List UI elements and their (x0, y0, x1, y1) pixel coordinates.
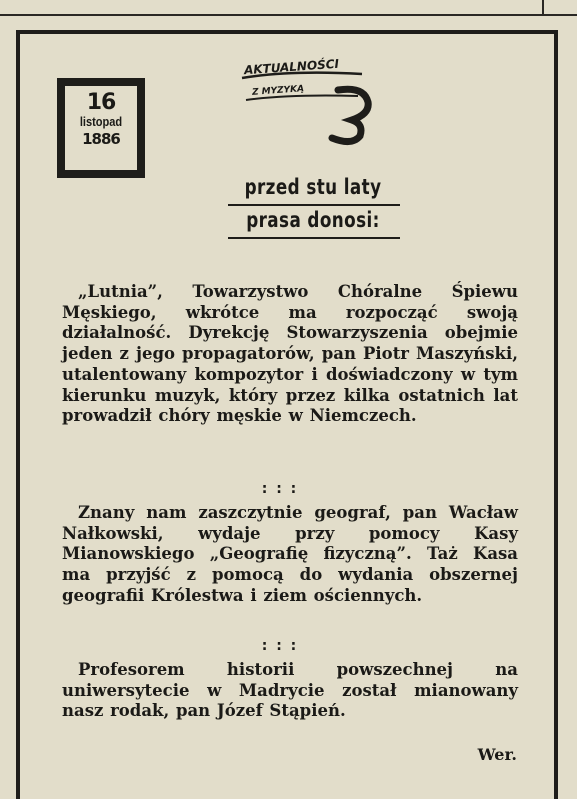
heading-line-2: prasa donosi: (246, 208, 380, 232)
section-divider: : : : (261, 638, 299, 654)
date-day: 16 (86, 90, 116, 115)
heading-line-1: przed stu laty (244, 175, 382, 199)
article-nalkowski (62, 503, 518, 607)
article-lutnia (62, 282, 518, 427)
date-month: listopad (79, 114, 123, 129)
section-divider: : : : (261, 481, 299, 497)
logo-text-top: AKTUALNOŚCI (243, 56, 340, 78)
article-text: Profesorem historii powszechnej na uniwersytecie w Madrycie został mianowany nasz rodak, pan Józef Stąpień. (62, 660, 518, 721)
logo-text-bottom: Z MYZYKĄ (251, 84, 305, 98)
heading-underline-1 (228, 204, 400, 206)
article-stapien (62, 660, 518, 722)
article-text: „Lutnia”, Towarzystwo Chóralne Śpiewu Męskiego, wkrótce ma rozpocząć swoją działalność. Dyrekcję Stowarzyszenia obejmie jeden z jego propagatorów, pan Piotr Maszyński, utalentowany kompozytor i doświadczony w tym kierunku muzyk, który przez kilka ostatnich lat prowadził chóry męskie w Niemczech. (62, 282, 518, 426)
column-logo (240, 56, 380, 146)
heading-underline-2 (228, 237, 400, 239)
article-text: Znany nam zaszczytnie geograf, pan Wacław Nałkowski, wydaje przy pomocy Kasy Mianowskiego „Geografię fizyczną”. Taż Kasa ma przyjść z pomocą do wydania obszernej geografii Królestwa i ziem ościennych. (62, 503, 518, 605)
column-tick (542, 0, 544, 14)
top-border-rule (0, 0, 577, 16)
date-year: 1886 (82, 130, 120, 148)
date-box (57, 78, 145, 178)
author-signature: Wer. (477, 745, 517, 764)
